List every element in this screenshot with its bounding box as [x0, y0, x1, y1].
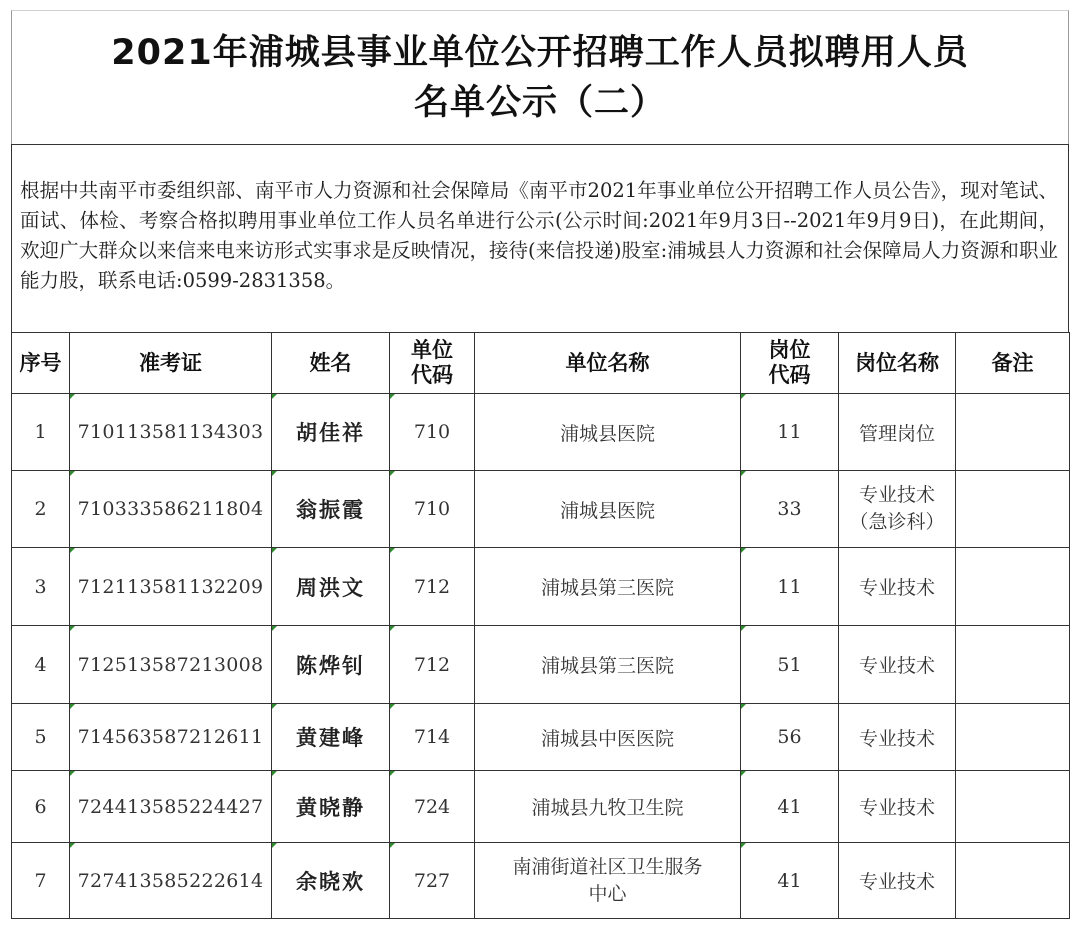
cell-name: 黄建峰 [272, 704, 390, 771]
cell-post-name: 专业技术 [839, 771, 956, 843]
cell-post-name: 管理岗位 [839, 394, 956, 471]
table-row [12, 626, 1070, 704]
header-name: 姓名 [272, 333, 390, 394]
cell-name: 黄晓静 [272, 771, 390, 843]
cell-seq: 2 [12, 471, 70, 548]
hire-list-table [11, 332, 1070, 919]
cell-exam-id: 712113581132209 [70, 548, 272, 626]
document-sheet [11, 10, 1069, 919]
header-post-code: 岗位 代码 [741, 333, 839, 394]
cell-post-code: 41 [741, 843, 839, 919]
cell-remark [956, 843, 1070, 919]
cell-unit-code: 712 [390, 626, 475, 704]
notice-paragraph-box [11, 144, 1069, 332]
cell-name: 翁振霞 [272, 471, 390, 548]
header-seq: 序号 [12, 333, 70, 394]
cell-seq: 7 [12, 843, 70, 919]
cell-unit-code: 710 [390, 471, 475, 548]
cell-post-code: 41 [741, 771, 839, 843]
cell-exam-id: 727413585222614 [70, 843, 272, 919]
table-row [12, 471, 1070, 548]
cell-remark [956, 394, 1070, 471]
table-row [12, 843, 1070, 919]
cell-seq: 3 [12, 548, 70, 626]
page-title-line-1: 2021年浦城县事业单位公开招聘工作人员拟聘用人员 [111, 32, 969, 73]
cell-seq: 1 [12, 394, 70, 471]
cell-post-name: 专业技术 [839, 704, 956, 771]
table-row [12, 771, 1070, 843]
cell-unit-code: 712 [390, 548, 475, 626]
cell-unit-name: 浦城县中医医院 [475, 704, 741, 771]
notice-text: 根据中共南平市委组织部、南平市人力资源和社会保障局《南平市2021年事业单位公开招聘工作人员公告》，现对笔试、面试、体检、考察合格拟聘用事业单位工作人员名单进行公示(公示时间:2021年9月3日--2021年9月9日)，在此期间，欢迎广大群众以来信来电来访形式实事求是反映情况，接待(来信投递)股室:浦城县人力资源和社会保障局人力资源和职业能力股，联系电话:0599-2831358。 [20, 179, 1058, 292]
cell-post-code: 56 [741, 704, 839, 771]
cell-unit-name: 浦城县第三医院 [475, 548, 741, 626]
table-row [12, 394, 1070, 471]
cell-remark [956, 626, 1070, 704]
cell-remark [956, 704, 1070, 771]
cell-post-name: 专业技术 [839, 626, 956, 704]
cell-exam-id: 712513587213008 [70, 626, 272, 704]
header-post-name: 岗位名称 [839, 333, 956, 394]
cell-post-name: 专业技术 [839, 843, 956, 919]
cell-post-code: 11 [741, 394, 839, 471]
cell-exam-id: 724413585224427 [70, 771, 272, 843]
table-row [12, 548, 1070, 626]
cell-name: 余晓欢 [272, 843, 390, 919]
cell-post-code: 33 [741, 471, 839, 548]
cell-remark [956, 771, 1070, 843]
cell-post-name: 专业技术 （急诊科） [839, 471, 956, 548]
table-row [12, 704, 1070, 771]
cell-unit-name: 浦城县医院 [475, 471, 741, 548]
cell-unit-name: 浦城县医院 [475, 394, 741, 471]
cell-exam-id: 714563587212611 [70, 704, 272, 771]
title-block [11, 10, 1069, 144]
cell-seq: 4 [12, 626, 70, 704]
header-exam-id: 准考证 [70, 333, 272, 394]
cell-post-code: 11 [741, 548, 839, 626]
table-header-row [12, 333, 1070, 394]
cell-unit-code: 724 [390, 771, 475, 843]
cell-seq: 6 [12, 771, 70, 843]
cell-exam-id: 710333586211804 [70, 471, 272, 548]
cell-name: 陈烨钊 [272, 626, 390, 704]
cell-post-code: 51 [741, 626, 839, 704]
cell-seq: 5 [12, 704, 70, 771]
header-unit-code: 单位 代码 [390, 333, 475, 394]
cell-unit-name: 浦城县九牧卫生院 [475, 771, 741, 843]
cell-unit-code: 714 [390, 704, 475, 771]
cell-post-name: 专业技术 [839, 548, 956, 626]
cell-remark [956, 548, 1070, 626]
cell-name: 胡佳祥 [272, 394, 390, 471]
header-unit-name: 单位名称 [475, 333, 741, 394]
cell-unit-name: 南浦街道社区卫生服务 中心 [475, 843, 741, 919]
cell-unit-name: 浦城县第三医院 [475, 626, 741, 704]
cell-unit-code: 727 [390, 843, 475, 919]
page-title-line-2: 名单公示（二） [413, 82, 666, 123]
cell-unit-code: 710 [390, 394, 475, 471]
header-remark: 备注 [956, 333, 1070, 394]
cell-remark [956, 471, 1070, 548]
cell-exam-id: 710113581134303 [70, 394, 272, 471]
cell-name: 周洪文 [272, 548, 390, 626]
